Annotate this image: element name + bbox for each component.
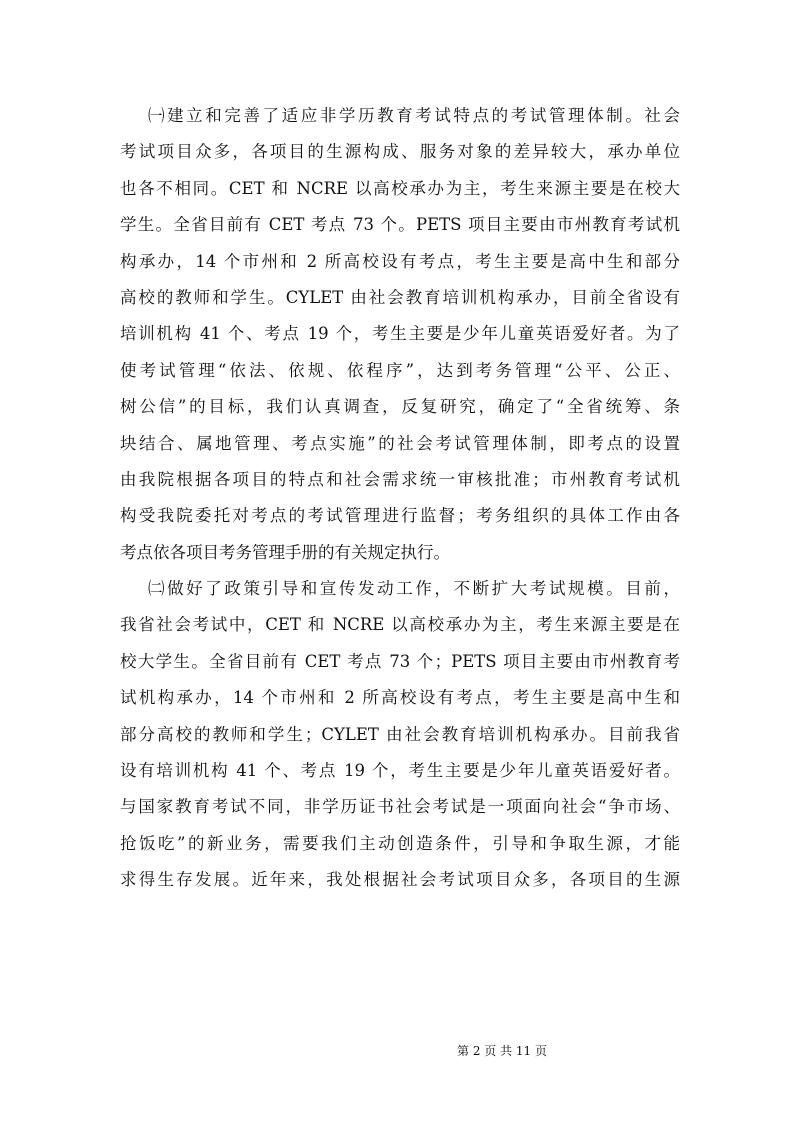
paragraph-2 <box>120 571 680 899</box>
text-line: ㈠建立和完善了适应非学历教育考试特点的考试管理体制。社会 <box>148 106 680 125</box>
text-line: 部分高校的教师和学生；CYLET 由社会教育培训机构承办。目前我省 <box>120 724 680 744</box>
text-line: 校大学生。全省目前有 CET 考点 73 个；PETS 项目主要由市州教育考 <box>120 651 680 671</box>
text-line: 学生。全省目前有 CET 考点 73 个。PETS 项目主要由市州教育考试机 <box>120 215 680 235</box>
text-line: 使考试管理“依法、依规、依程序”，达到考务管理“公平、公正、 <box>120 360 680 380</box>
text-line: 培训机构 41 个、考点 19 个，考生主要是少年儿童英语爱好者。为了 <box>120 324 680 344</box>
text-line: 构受我院委托对考点的考试管理进行监督；考务组织的具体工作由各 <box>120 506 680 526</box>
text-line: 由我院根据各项目的特点和社会需求统一审核批准；市州教育考试机 <box>120 469 680 489</box>
page-number-footer: 第 2 页 共 11 页 <box>457 1044 547 1058</box>
text-line: 构承办，14 个市州和 2 所高校设有考点，考生主要是高中生和部分 <box>120 251 680 271</box>
text-line: 考点依各项目考务管理手册的有关规定执行。 <box>120 542 450 562</box>
text-line: 高校的教师和学生。CYLET 由社会教育培训机构承办，目前全省设有 <box>120 287 680 307</box>
text-line: 设有培训机构 41 个、考点 19 个，考生主要是少年儿童英语爱好者。 <box>120 761 680 781</box>
text-line: 抢饭吃”的新业务，需要我们主动创造条件，引导和争取生源，才能 <box>120 833 680 853</box>
text-line: 试机构承办，14 个市州和 2 所高校设有考点，考生主要是高中生和 <box>120 688 680 708</box>
document-body <box>120 98 680 899</box>
text-line: 求得生存发展。近年来，我处根据社会考试项目众多，各项目的生源 <box>120 870 680 890</box>
text-line: 块结合、属地管理、考点实施”的社会考试管理体制，即考点的设置 <box>120 433 680 453</box>
text-line: 与国家教育考试不同，非学历证书社会考试是一项面向社会“争市场、 <box>120 797 680 817</box>
text-line: 树公信”的目标，我们认真调查，反复研究，确定了“全省统筹、条 <box>120 397 680 417</box>
text-line: 考试项目众多，各项目的生源构成、服务对象的差异较大，承办单位 <box>120 142 680 162</box>
text-line: 也各不相同。CET 和 NCRE 以高校承办为主，考生来源主要是在校大 <box>120 178 680 198</box>
paragraph-1 <box>120 98 680 571</box>
text-line: 我省社会考试中，CET 和 NCRE 以高校承办为主，考生来源主要是在 <box>120 615 680 635</box>
text-line: ㈡做好了政策引导和宣传发动工作，不断扩大考试规模。目前， <box>148 579 680 599</box>
